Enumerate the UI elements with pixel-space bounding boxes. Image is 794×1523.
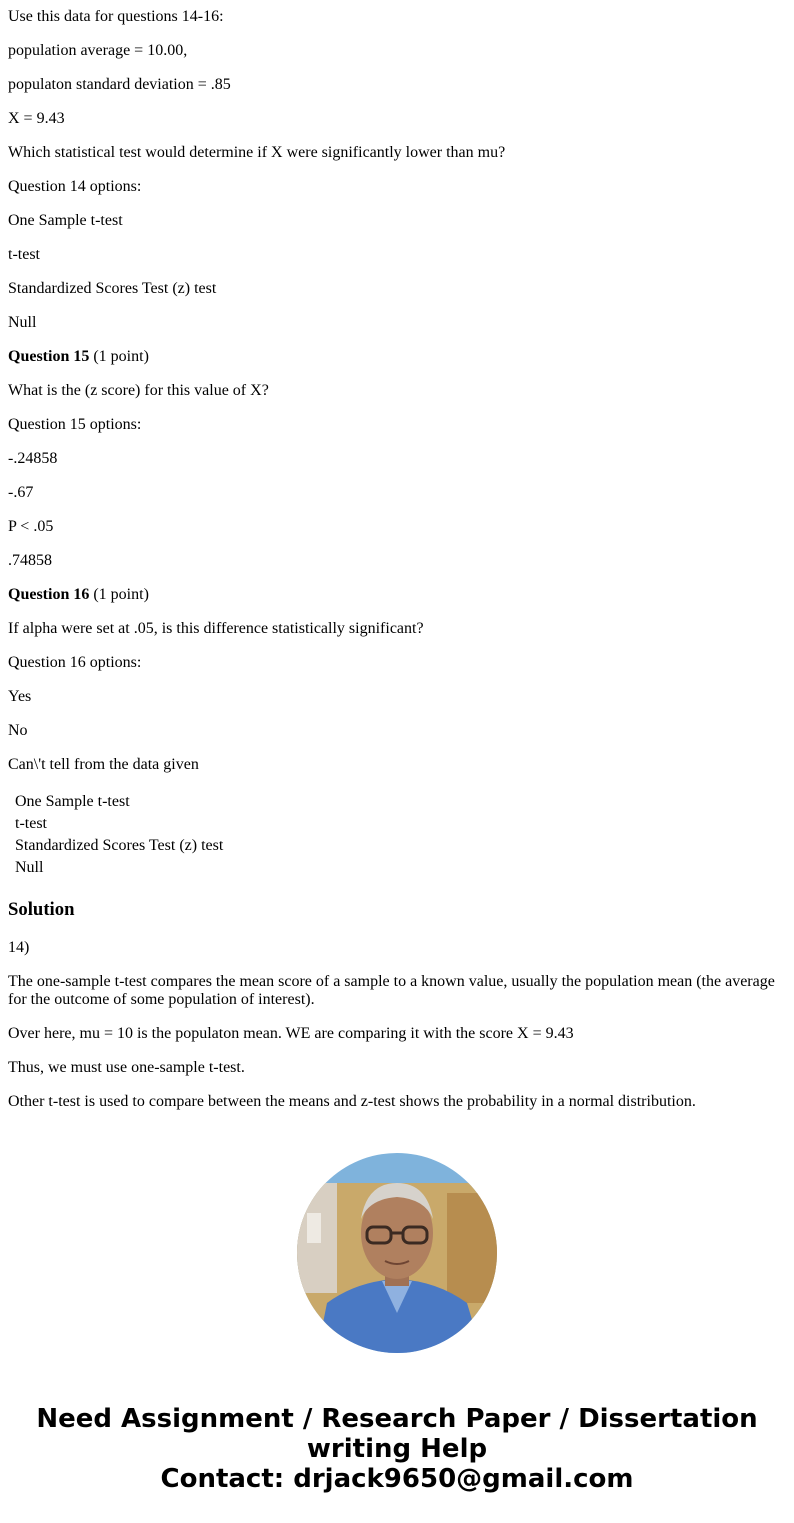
intro-line-5: Which statistical test would determine if X were significantly lower than mu? (8, 144, 506, 161)
intro-line-1: Use this data for questions 14-16: (8, 8, 224, 25)
promo-banner (0, 1404, 794, 1494)
q16-option: Yes (8, 688, 32, 705)
q15-header (8, 348, 149, 366)
avatar (297, 1153, 497, 1353)
q15-points: (1 point) (89, 348, 149, 365)
q16-prompt: If alpha were set at .05, is this difference statistically significant? (8, 620, 424, 637)
answer-list-item: Standardized Scores Test (z) test (15, 837, 224, 854)
q16-option: No (8, 722, 28, 739)
q15-options-label: Question 15 options: (8, 416, 142, 433)
q15-option: -.67 (8, 484, 34, 501)
q16-title: Question 16 (8, 586, 90, 603)
answer-list-item: Null (15, 859, 44, 876)
answer-list (8, 791, 223, 879)
promo-contact: Contact: drjack9650@gmail.com (160, 1464, 634, 1494)
solution-heading: Solution (8, 899, 75, 920)
q15-option: -.24858 (8, 450, 58, 467)
q16-option: Can\'t tell from the data given (8, 756, 199, 773)
solution-para-2: Over here, mu = 10 is the populaton mean. WE are comparing it with the score X = 9.43 (8, 1025, 574, 1042)
q15-title: Question 15 (8, 348, 90, 365)
intro-line-2: population average = 10.00, (8, 42, 188, 59)
avatar-portrait-image (297, 1153, 497, 1353)
promo-line-2: writing Help (306, 1434, 488, 1464)
solution-number: 14) (8, 939, 30, 956)
intro-line-3: populaton standard deviation = .85 (8, 76, 231, 93)
promo-line-1: Need Assignment / Research Paper / Dissertation (36, 1404, 758, 1434)
answer-list-item: One Sample t-test (15, 793, 130, 810)
q14-option: t-test (8, 246, 40, 263)
q16-points: (1 point) (89, 586, 149, 603)
q14-option: Standardized Scores Test (z) test (8, 280, 217, 297)
solution-para-3: Thus, we must use one-sample t-test. (8, 1059, 245, 1076)
solution-para-1: The one-sample t-test compares the mean score of a sample to a known value, usually the population mean (the average for the outcome of some population of interest). (8, 973, 775, 1008)
q15-option: .74858 (8, 552, 52, 569)
q15-prompt: What is the (z score) for this value of X? (8, 382, 269, 399)
q16-header (8, 586, 149, 604)
solution-para-4: Other t-test is used to compare between the means and z-test shows the probability in a normal distribution. (8, 1093, 696, 1110)
intro-line-4: X = 9.43 (8, 110, 65, 127)
answer-list-item: t-test (15, 815, 47, 832)
q16-options-label: Question 16 options: (8, 654, 142, 671)
q15-option: P < .05 (8, 518, 54, 535)
q14-option: One Sample t-test (8, 212, 123, 229)
q14-options-label: Question 14 options: (8, 178, 142, 195)
q14-option: Null (8, 314, 37, 331)
